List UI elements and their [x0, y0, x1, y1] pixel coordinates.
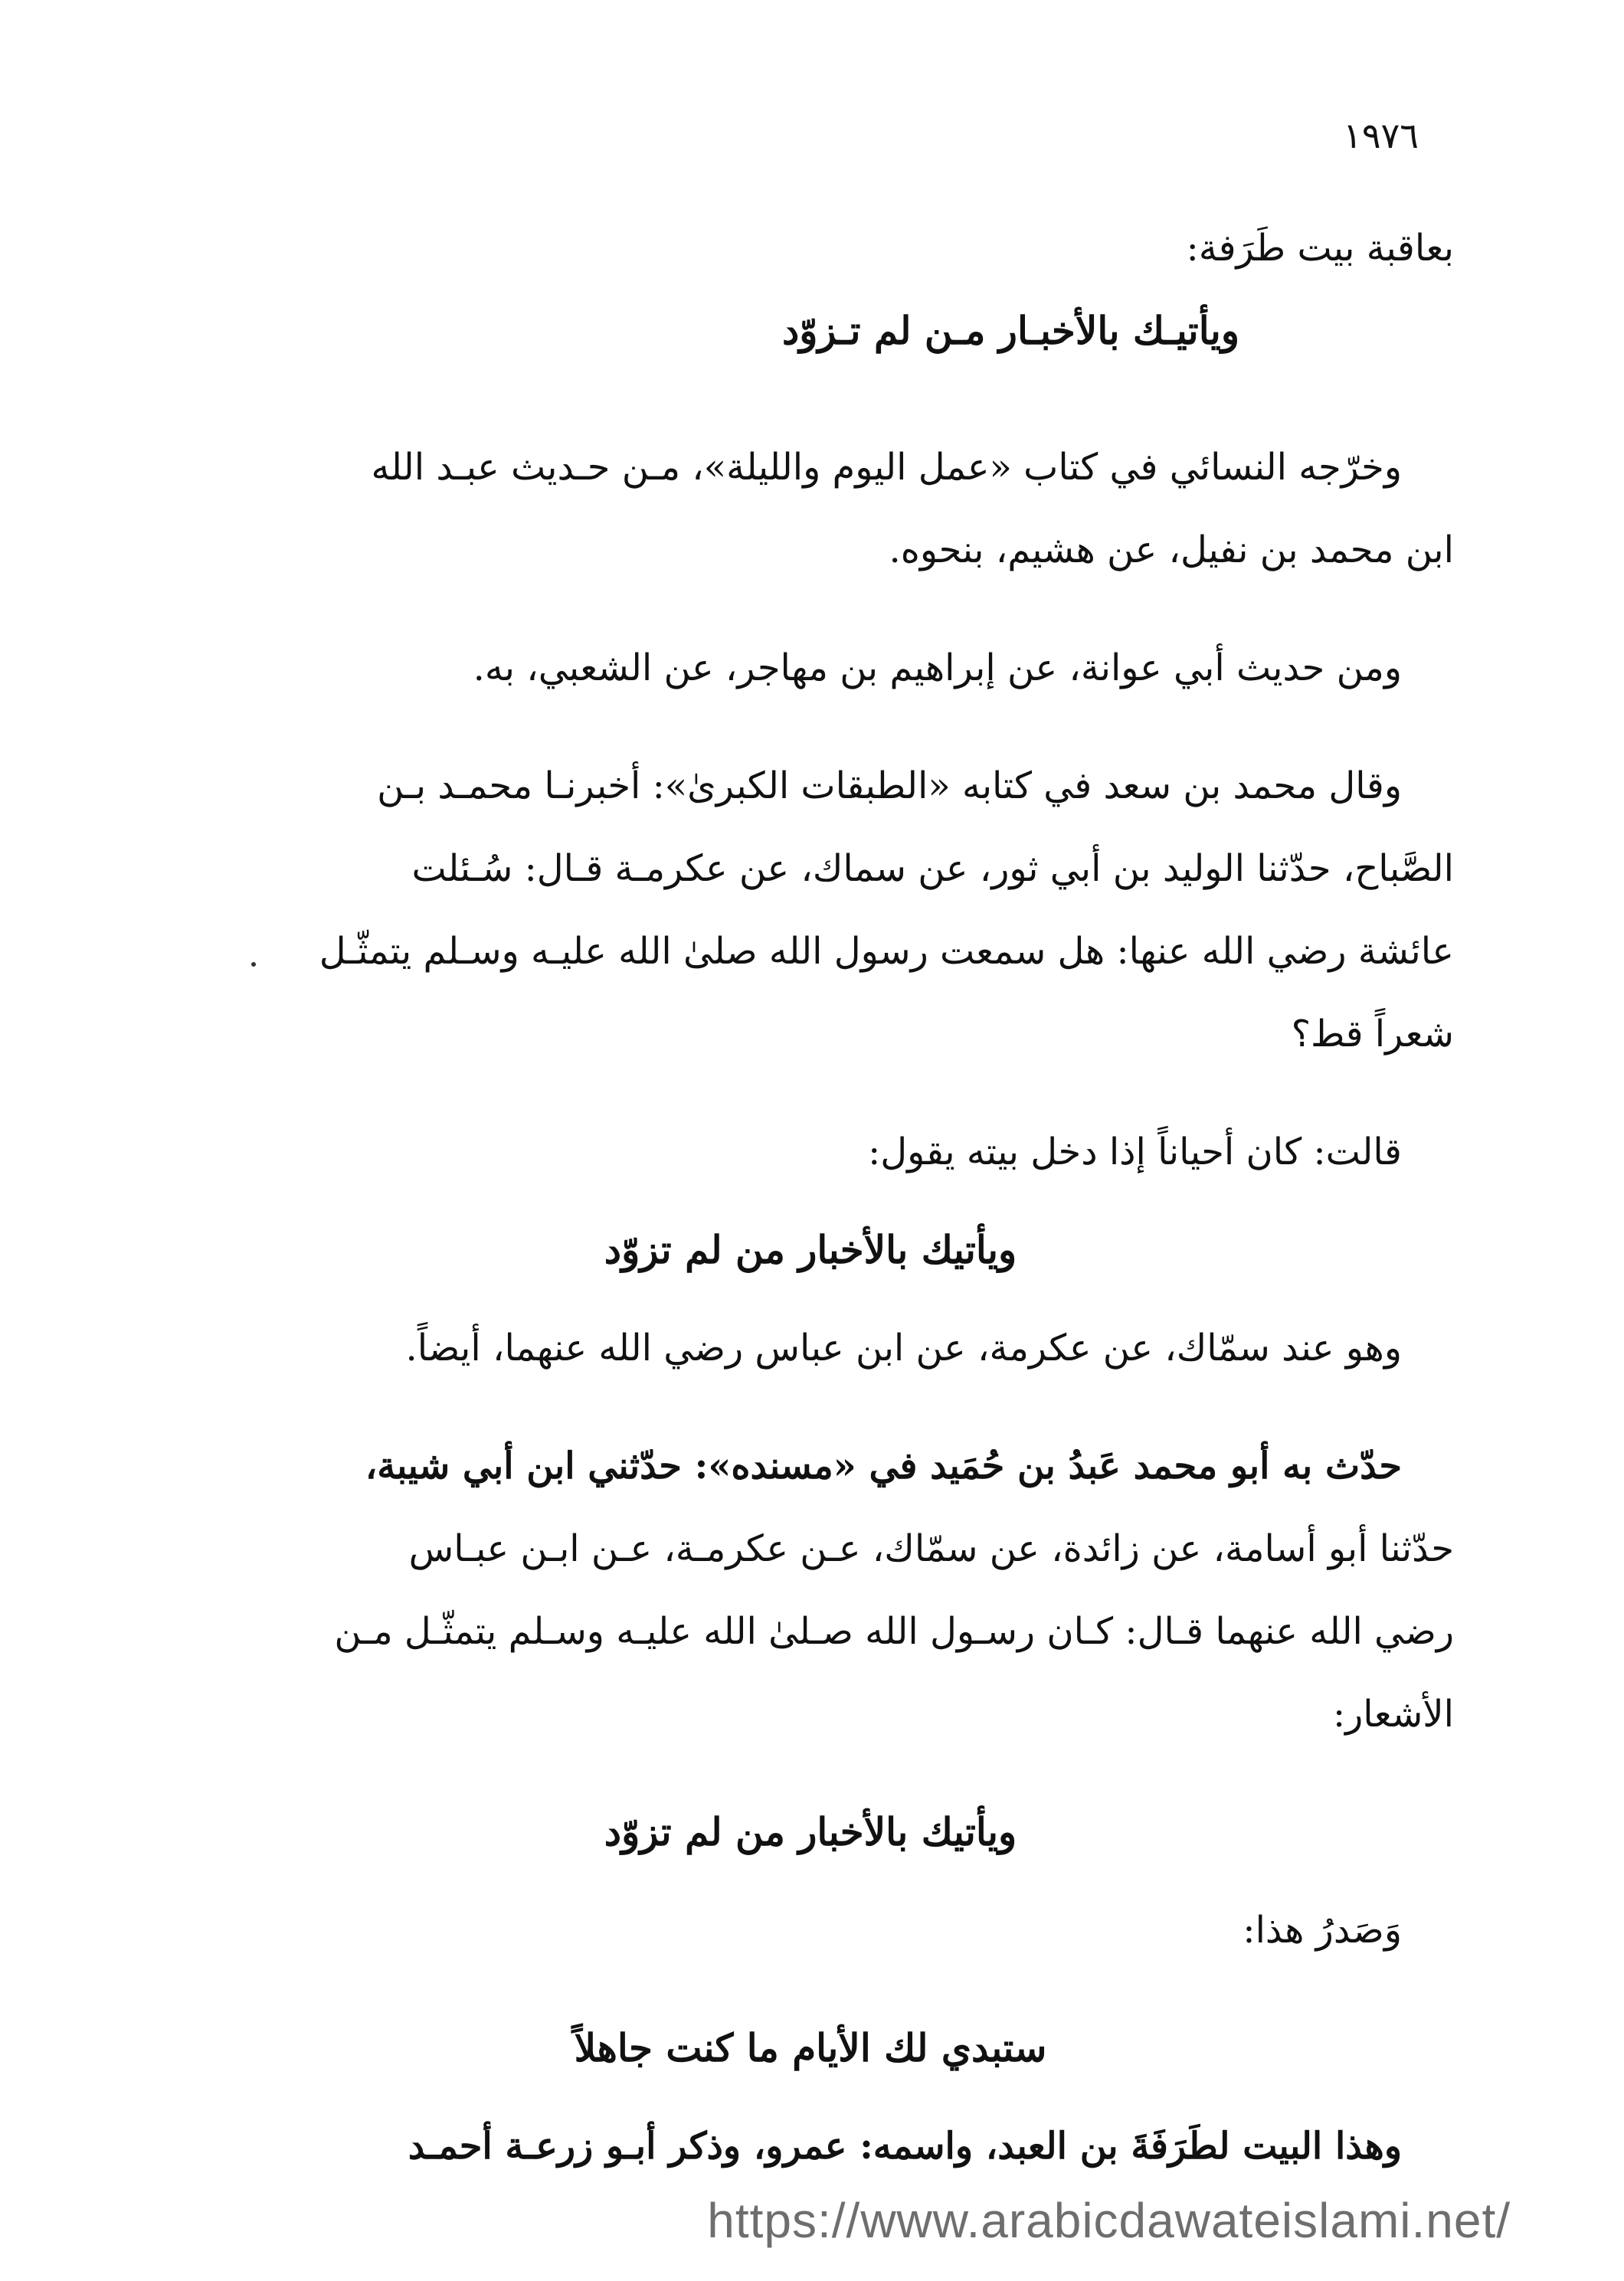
paragraph-line: رضي الله عنهما قـال: كـان رسـول الله صـلىٰ الله عليـه وسـلم يتمثّـل مـن [334, 1610, 1454, 1653]
paragraph-line: وَصَدرُ هذا: [1243, 1909, 1402, 1952]
scan-speck [251, 962, 256, 967]
verse-line: ويأتيـك بالأخبـار مـن لم تـزوّد [782, 308, 1239, 353]
paragraph-line: وهذا البيت لطَرَفَةَ بن العبد، واسمه: عمرو، وذكر أبـو زرعـة أحمـد [408, 2125, 1402, 2168]
page-body [167, 207, 1454, 2188]
paragraph-line: وهو عند سمّاك، عن عكرمة، عن ابن عباس رضي الله عنهما، أيضاً. [405, 1327, 1402, 1370]
page-number: ١٩٧٦ [1343, 115, 1419, 156]
paragraph-line: حدّث به أبو محمد عَبدُ بن حُمَيد في «مسنده»: حدّثني ابن أبي شيبة، [365, 1445, 1402, 1487]
paragraph-line: ابن محمد بن نفيل، عن هشيم، بنحوه. [889, 529, 1454, 571]
paragraph-line: عائشة رضي الله عنها: هل سمعت رسول الله صلىٰ الله عليـه وسـلم يتمثّـل [319, 930, 1454, 973]
watermark-url: https://www.arabicdawateislami.net/ [707, 2193, 1511, 2248]
verse-line: ويأتيك بالأخبار من لم تزوّد [604, 1227, 1017, 1272]
verse-line: ستبدي لك الأيام ما كنت جاهلاً [574, 2025, 1047, 2070]
text-line: بعاقبة بيت طَرَفة: [1186, 227, 1454, 270]
paragraph-line: الصَّباح، حدّثنا الوليد بن أبي ثور، عن سماك، عن عكرمـة قـال: سُـئلت [411, 847, 1454, 890]
paragraph-line: وقال محمد بن سعد في كتابه «الطبقات الكبرىٰ»: أخبرنـا محمـد بـن [377, 764, 1402, 807]
paragraph-line: قالت: كان أحياناً إذا دخل بيته يقول: [868, 1131, 1402, 1173]
verse-line: ويأتيك بالأخبار من لم تزوّد [604, 1809, 1017, 1854]
paragraph-line: شعراً قط؟ [1291, 1013, 1454, 1055]
paragraph-line: حدّثنا أبو أسامة، عن زائدة، عن سمّاك، عـن عكرمـة، عـن ابـن عبـاس [408, 1527, 1454, 1570]
paragraph-line: الأشعار: [1332, 1693, 1454, 1736]
paragraph-line: ومن حديث أبي عوانة، عن إبراهيم بن مهاجر، عن الشعبي، به. [473, 646, 1402, 689]
paragraph-line: وخرّجه النسائي في كتاب «عمل اليوم والليلة»، مـن حـديث عبـد الله [371, 446, 1402, 489]
